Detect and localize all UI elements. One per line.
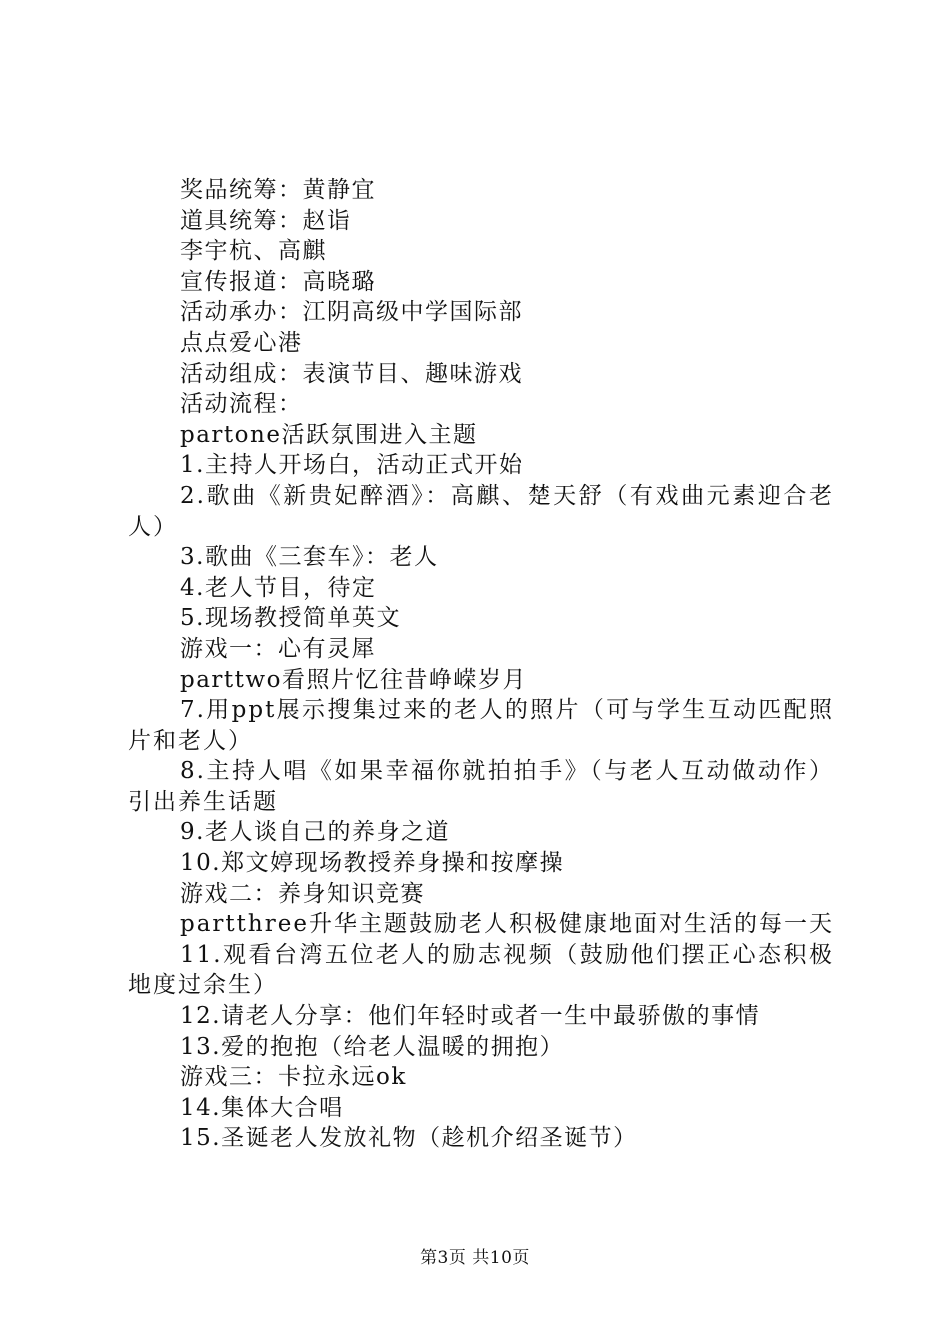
text-line: 5.现场教授简单英文 — [180, 605, 401, 632]
text-line: 游戏二：养身知识竞赛 — [180, 880, 425, 907]
text-line: 点点爱心港 — [180, 329, 303, 356]
text-line: 道具统筹：赵诣 — [180, 207, 352, 234]
text-line: 活动流程： — [180, 391, 303, 418]
text-line: 活动承办：江阴高级中学国际部 — [180, 299, 523, 326]
text-line: 李宇杭、高麒 — [180, 238, 327, 265]
text-line: 3.歌曲《三套车》：老人 — [180, 544, 439, 571]
text-line: parttwo看照片忆往昔峥嵘岁月 — [180, 666, 527, 693]
text-line: 活动组成：表演节目、趣味游戏 — [180, 360, 523, 387]
text-line: 1.主持人开场白，活动正式开始 — [180, 452, 524, 479]
text-line: 13.爱的抱抱（给老人温暖的拥抱） — [180, 1033, 565, 1060]
text-line: 11.观看台湾五位老人的励志视频（鼓励他们摆正心态积极地度过余生） — [128, 941, 834, 999]
text-line: 4.老人节目，待定 — [180, 574, 377, 601]
text-line: 10.郑文婷现场教授养身操和按摩操 — [180, 850, 565, 877]
text-line: 14.集体大合唱 — [180, 1094, 344, 1121]
text-line: 奖品统筹：黄静宜 — [180, 177, 376, 203]
text-line: 15.圣诞老人发放礼物（趁机介绍圣诞节） — [180, 1125, 638, 1152]
text-line: partone活跃氛围进入主题 — [180, 421, 478, 448]
text-line: partthree升华主题鼓励老人积极健康地面对生活的每一天 — [180, 911, 834, 938]
text-line: 7.用ppt展示搜集过来的老人的照片（可与学生互动匹配照片和老人） — [128, 697, 834, 754]
text-line: 宣传报道：高晓璐 — [180, 268, 376, 295]
text-line: 2.歌曲《新贵妃醉酒》：高麒、楚天舒（有戏曲元素迎合老人） — [128, 482, 834, 540]
document-body — [128, 175, 834, 1154]
text-line: 9.老人谈自己的养身之道 — [180, 819, 450, 846]
page-footer: 第3页 共10页 — [420, 1248, 530, 1268]
text-line: 游戏三：卡拉永远ok — [180, 1064, 407, 1091]
text-line: 12.请老人分享：他们年轻时或者一生中最骄傲的事情 — [180, 1003, 761, 1030]
text-line: 8.主持人唱《如果幸福你就拍拍手》（与老人互动做动作）引出养生话题 — [128, 758, 834, 815]
text-line: 游戏一：心有灵犀 — [180, 635, 376, 662]
